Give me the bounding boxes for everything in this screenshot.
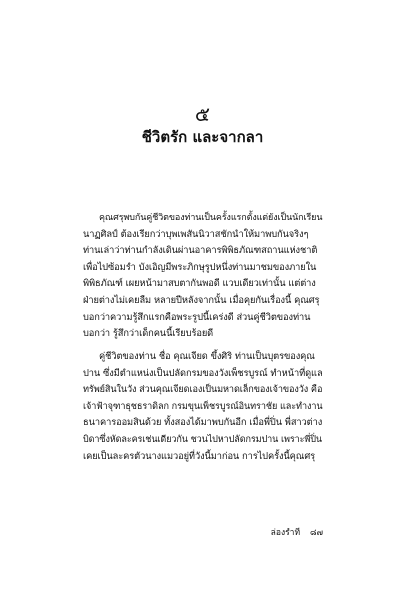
text-line: บอกว่า รู้สึกว่าเด็กคนนี้เรียบร้อยดี	[83, 328, 214, 340]
text-line: คู่ชีวิตของท่าน ชื่อ คุณเจียด ขึ้งศิริ ท่านเป็นบุตรของคุณ	[99, 351, 315, 362]
running-title: ล่องรำที	[270, 528, 301, 538]
paragraph-1	[83, 210, 325, 343]
text-line: บิดาซึ่งหัดละครเช่นเดียวกัน ชวนไปหาปลัดกรมปาน เพราะพี่ปิ่น	[83, 434, 322, 445]
text-line: เจ้าฟ้าจุฑาธุชธราดิลก กรมขุนเพ็ชรบูรณ์อินทราชัย และทำงาน	[83, 401, 323, 412]
text-line: ธนาคารออมสินด้วย ทั้งสองได้มาพบกันอีก เมื่อพี่ปิ่น พี่สาวต่าง	[83, 417, 323, 429]
text-line: นาฏศิลป์ ต้องเรียกว่าบุพเพสันนิวาสชักนำให้มาพบกันจริงๆ	[83, 228, 309, 240]
text-line: บอกว่าความรู้สึกแรกคือพระรูปนี้เคร่งดี ส่วนคู่ชีวิตของท่าน	[83, 311, 311, 323]
page-footer	[271, 527, 323, 539]
text-line: พิพิธภัณฑ์ เผยหน้ามาสบตากันพอดี แวบเดียวเท่านั้น แต่ต่าง	[83, 278, 316, 290]
paragraph-2	[83, 349, 325, 465]
chapter-number: ๕	[194, 102, 211, 126]
text-line: เคยเป็นละครตัวนางแมวอยู่ที่วังนี้มาก่อน การไปครั้งนี้คุณศรุ	[83, 450, 316, 462]
text-line: ท่านเล่าว่าท่านกำลังเดินผ่านอาคารพิพิธภัณฑสถานแห่งชาติ	[83, 245, 318, 257]
text-line: คุณศรุพบกันคู่ชีวิตของท่านเป็นครั้งแรกตั้งแต่ยังเป็นนักเรียน	[99, 213, 323, 223]
chapter-title: ชีวิตรัก และจากลา	[141, 128, 264, 146]
text-line: ฝ่ายต่างไม่เคยลืม หลายปีหลังจากนั้น เมื่อคุยกันเรื่องนี้ คุณศรุ	[83, 294, 320, 306]
text-line: เพื่อไปซ้อมรำ บังเอิญมีพระภิกษุรูปหนึ่งท่านมาชมของภายใน	[83, 261, 317, 273]
text-line: ทรัพย์สินในวัง ส่วนคุณเจียดเองเป็นมหาดเล็กของเจ้าของวัง คือ	[83, 385, 323, 396]
page-number: ๘๗	[310, 528, 323, 538]
text-line: ปาน ซึ่งมีตำแหน่งเป็นปลัดกรมของวังเพ็ชรบูรณ์ ทำหน้าที่ดูแล	[83, 367, 323, 379]
